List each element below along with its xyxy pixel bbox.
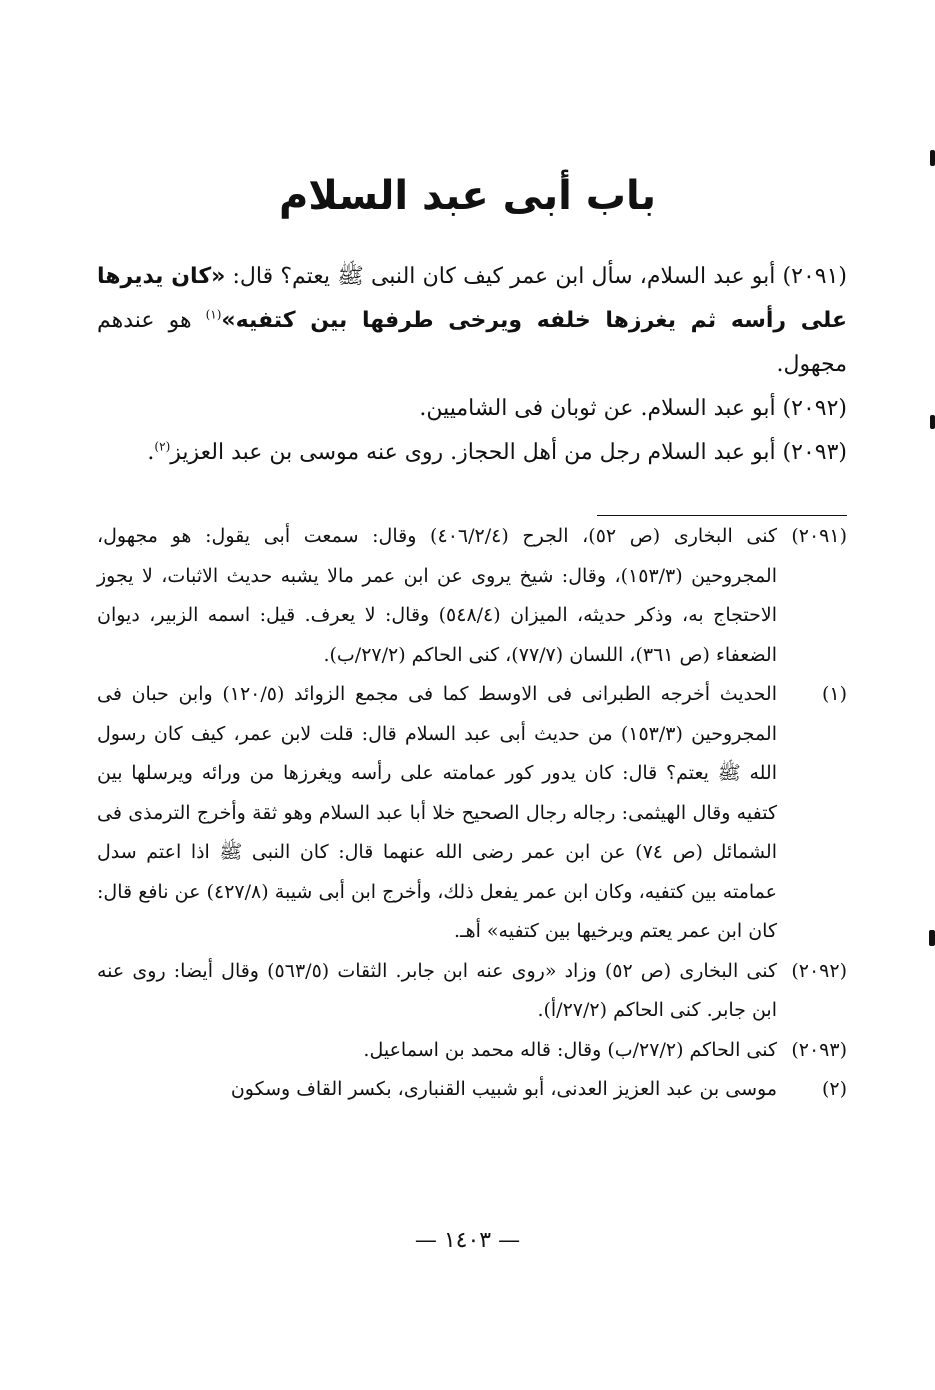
footnote-text: كنى البخارى (ص ٥٢)، الجرح (٤٠٦/٢/٤) وقال: سمعت أبى يقول: هو مجهول، المجروحين (١٥٣/٣)، وقال: شيخ يروى عن ابن عمر مالا يشبه حديث الاثبات، لا يجوز الاحتجاج به، وذكر حديثه، الميزان (٥٤٨/٤) وقال: لا يعرف. قيل: اسمه الزبير، ديوان الضعفاء (ص ٣٦١)، اللسان (٧٧/٧)، كنى الحاكم (٢٧/٢/ب).	[97, 525, 778, 666]
entry-2091	[97, 255, 847, 387]
scan-edge-mark	[930, 415, 935, 429]
footnote-item	[97, 517, 847, 675]
footnote-item	[97, 675, 847, 952]
footnote-item	[97, 1070, 847, 1110]
entry-text: (٢٠٩١) أبو عبد السلام، سأل ابن عمر كيف كان النبى ﷺ يعتم؟ قال:	[232, 264, 847, 289]
footnote-text: كنى الحاكم (٢٧/٢/ب) وقال: قاله محمد بن اسماعيل.	[363, 1038, 777, 1061]
footnote-number: (٢)	[821, 1078, 847, 1100]
chapter-title: باب أبى عبد السلام	[278, 173, 657, 219]
footnote-text: موسى بن عبد العزيز العدنى، أبو شبيب القنبارى، بكسر القاف وسكون	[230, 1078, 777, 1100]
footnotes	[97, 517, 847, 1110]
footnote-text: الحديث أخرجه الطبرانى فى الاوسط كما فى مجمع الزوائد (١٢٠/٥) وابن حبان فى المجروحين (١٥٣/٣) من حديث أبى عبد السلام قال: قلت لابن عمر، كيف كان رسول الله ﷺ يعتم؟ قال: كان يدور كور عمامته على رأسه ويغرزها من ورائه ويرسلها بين كتفيه وقال الهيثمى: رجاله رجال الصحيح خلا أبا عبد السلام وهو ثقة وأخرج الترمذى فى الشمائل (ص ٧٤) عن ابن عمر رضى الله عنهما قال: كان النبى ﷺ اذا اعتم سدل عمامته بين كتفيه، وكان ابن عمر يفعل ذلك، وأخرج ابن أبى شيبة (٤٢٧/٨) عن نافع قال: كان ابن عمر يعتم ويرخيها بين كتفيه» أهـ.	[97, 683, 778, 942]
entry-text: (٢٠٩٢) أبو عبد السلام. عن ثوبان فى الشاميين.	[419, 396, 847, 421]
scan-edge-mark	[929, 930, 935, 946]
page-number: — ١٤٠٣ —	[414, 1228, 521, 1253]
footnote-number: (٢٠٩٢)	[791, 959, 847, 982]
hadith-quote: «كان يديرها على رأسه ثم يغرزها خلفه ويرخى طرفها بين كتفيه»	[97, 264, 848, 333]
entry-2092	[97, 387, 847, 431]
footnote-separator	[597, 515, 847, 516]
entry-text: .	[147, 440, 155, 465]
footnote-number: (٢٠٩١)	[791, 525, 847, 547]
footnote-item	[97, 1031, 847, 1071]
footnote-item	[97, 952, 847, 1031]
main-text	[97, 255, 847, 475]
footnote-number: (٢٠٩٣)	[791, 1038, 847, 1061]
footnote-ref: (٢)	[154, 439, 171, 454]
scan-edge-mark	[930, 150, 935, 166]
footnote-text: كنى البخارى (ص ٥٢) وزاد «روى عنه ابن جابر. الثقات (٥٦٣/٥) وقال أيضا: روى عنه ابن جابر. كنى الحاكم (٢٧/٢/أ).	[97, 959, 777, 1021]
entry-text: (٢٠٩٣) أبو عبد السلام رجل من أهل الحجاز. روى عنه موسى بن عبد العزيز	[170, 440, 847, 465]
entry-2093	[97, 431, 847, 475]
entry-text: هو عندهم مجهول.	[97, 308, 847, 377]
footnote-number: (١)	[821, 683, 847, 705]
footnote-ref: (١)	[205, 307, 222, 322]
